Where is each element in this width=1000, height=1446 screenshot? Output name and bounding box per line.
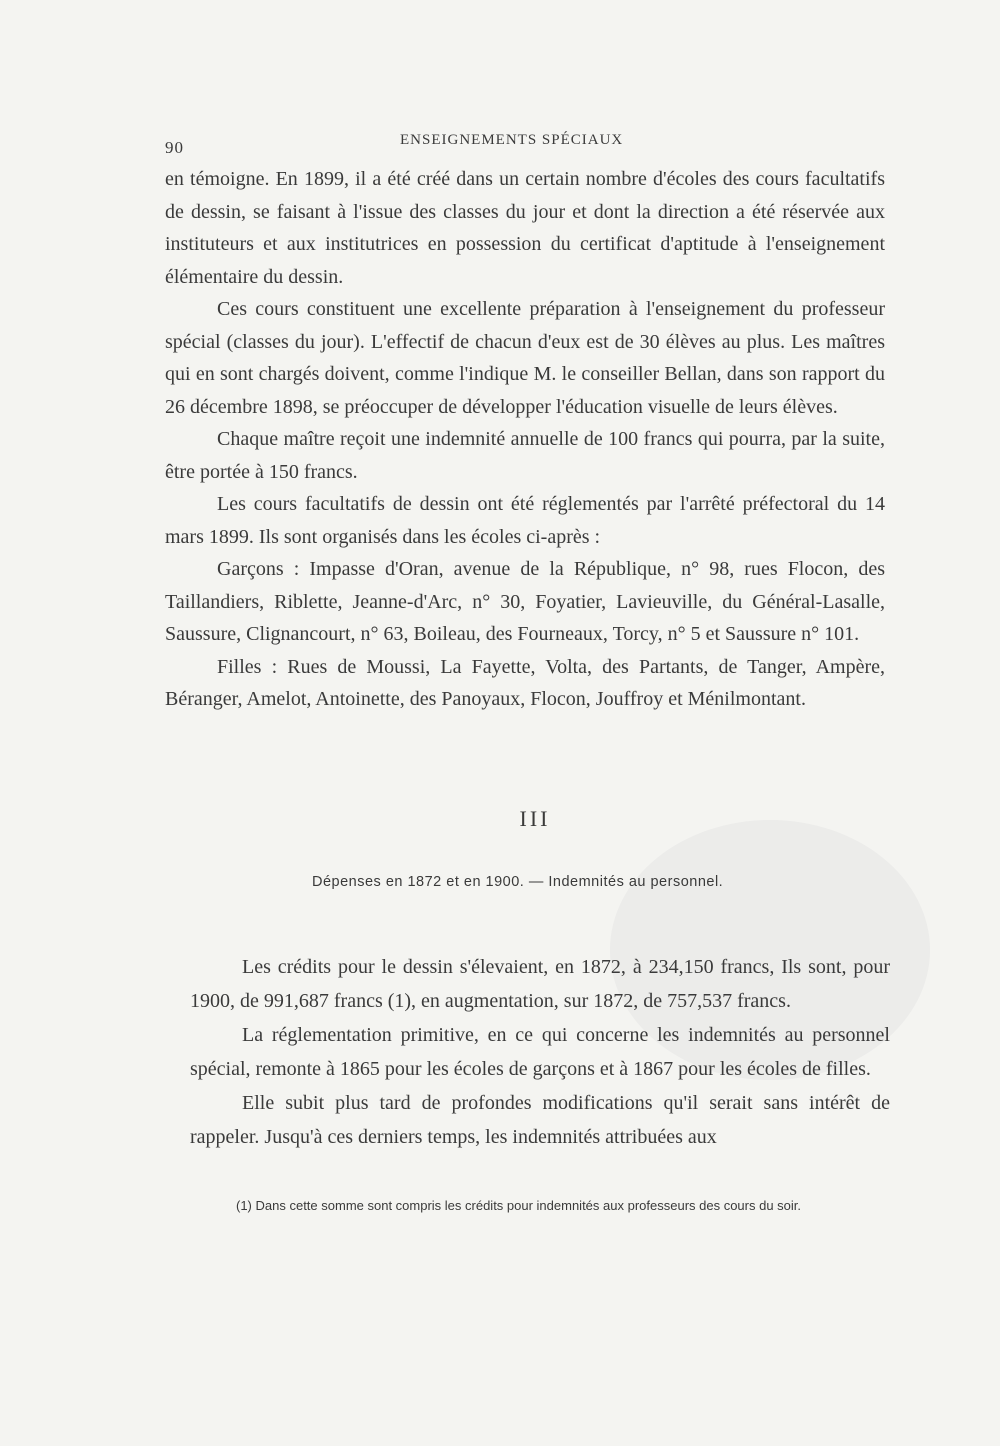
paragraph: Les cours facultatifs de dessin ont été réglementés par l'arrêté préfectoral du 14 mars 1899. Ils sont organisés dans les écoles ci-après : bbox=[165, 493, 885, 548]
section-title: Dépenses en 1872 et en 1900. — Indemnités au personnel. bbox=[312, 874, 724, 890]
paragraph: Garçons : Impasse d'Oran, avenue de la République, n° 98, rues Flocon, des Taillandiers, Riblette, Jeanne-d'Arc, n° 30, Foyatier, Lavieuville, du Général-Lasalle, Saussure, Clignancourt, n° 63, Boileau, des Fourneaux, Torcy, n° 5 et Saussure n° 101. bbox=[165, 558, 885, 645]
paragraph: Elle subit plus tard de profondes modifications qu'il serait sans intérêt de rappeler. Jusqu'à ces derniers temps, les indemnités attribuées aux bbox=[190, 1092, 890, 1148]
section-text bbox=[190, 950, 890, 1154]
running-head: ENSEIGNEMENTS SPÉCIAUX bbox=[400, 132, 624, 148]
paragraph: Ces cours constituent une excellente préparation à l'enseignement du professeur spécial (classes du jour). L'effectif de chacun d'eux est de 30 élèves au plus. Les maîtres qui en sont chargés doivent, comme l'indique M. le conseiller Bellan, dans son rapport du 26 décembre 1898, se préoccuper de développer l'éducation visuelle de leurs élèves. bbox=[165, 298, 885, 418]
page-number: 90 bbox=[165, 138, 184, 157]
main-text bbox=[165, 163, 885, 716]
paragraph: Les crédits pour le dessin s'élevaient, en 1872, à 234,150 francs, Ils sont, pour 1900, de 991,687 francs (1), en augmentation, sur 1872, de 757,537 francs. bbox=[190, 956, 890, 1012]
section-number: III bbox=[519, 806, 551, 831]
paragraph: Chaque maître reçoit une indemnité annuelle de 100 francs qui pourra, par la suite, être portée à 150 francs. bbox=[165, 428, 885, 483]
paragraph: en témoigne. En 1899, il a été créé dans un certain nombre d'écoles des cours facultatifs de dessin, se faisant à l'issue des classes du jour et dont la direction a été réservée aux instituteurs et aux institutrices en possession du certificat d'aptitude à l'enseignement élémentaire du dessin. bbox=[165, 168, 885, 288]
paragraph: Filles : Rues de Moussi, La Fayette, Volta, des Partants, de Tanger, Ampère, Béranger, Amelot, Antoinette, des Panoyaux, Flocon, Jouffroy et Ménilmontant. bbox=[165, 655, 885, 710]
footnote: (1) Dans cette somme sont compris les crédits pour indemnités aux professeurs des cours du soir. bbox=[236, 1198, 802, 1213]
paragraph: La réglementation primitive, en ce qui concerne les indemnités au personnel spécial, remonte à 1865 pour les écoles de garçons et à 1867 pour les écoles de filles. bbox=[190, 1024, 890, 1080]
page-header bbox=[165, 132, 885, 162]
